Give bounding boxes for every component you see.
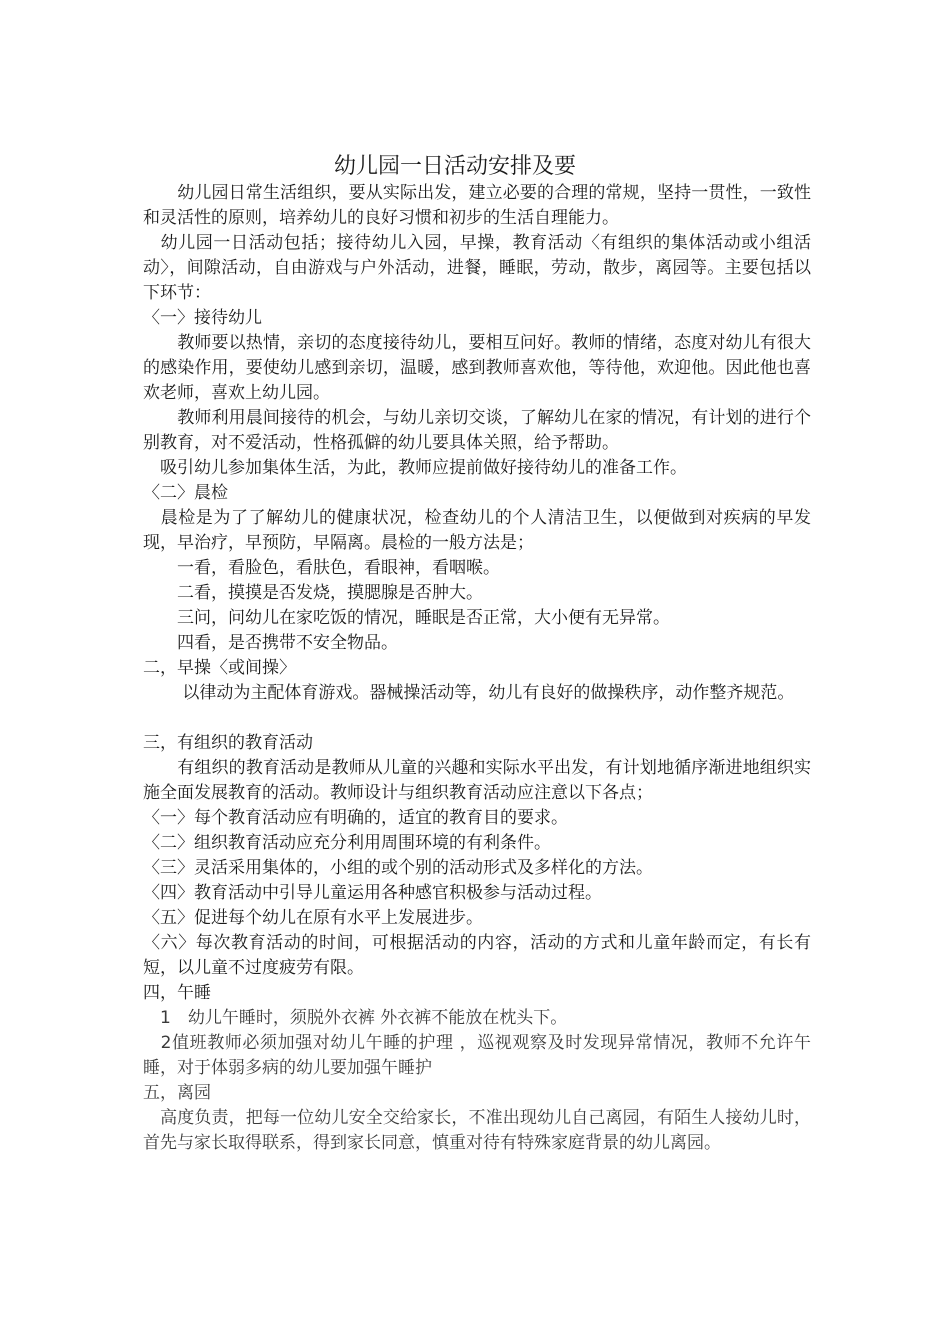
paragraph-morning-exercise: 以律动为主配体育游戏。器械操活动等，幼儿有良好的做操秩序，动作整齐规范。: [143, 683, 795, 703]
list-item-check-1: 一看，看脸色，看肤色，看眼神，看咽喉。: [143, 558, 500, 578]
list-item-check-3: 三问，问幼儿在家吃饭的情况，睡眠是否正常，大小便有无异常。: [143, 608, 670, 628]
heading-reception: 〈一〉接待幼儿: [143, 308, 262, 328]
paragraph-departure: 高度负责，把每一位幼儿安全交给家长，不准出现幼儿自己离园，有陌生人接幼儿时，首先与家长取得联系，得到家长同意，慎重对待有特殊家庭背景的幼儿离园。: [143, 1108, 811, 1153]
list-item-check-4: 四看，是否携带不安全物品。: [143, 633, 398, 653]
paragraph-nap-2: 2值班教师必须加强对幼儿午睡的护理 ，巡视观察及时发现异常情况，教师不允许午睡，对于体弱多病的幼儿要加强午睡护: [143, 1033, 811, 1078]
list-item-edu-1: 〈一〉每个教育活动应有明确的，适宜的教育目的要求。: [143, 808, 568, 828]
paragraph-morning-check: 晨检是为了了解幼儿的健康状况，检查幼儿的个人清洁卫生，以便做到对疾病的早发现，早治疗，早预防，早隔离。晨检的一般方法是；: [143, 508, 811, 553]
list-item-edu-3: 〈三〉灵活采用集体的，小组的或个别的活动形式及多样化的方法。: [143, 858, 653, 878]
heading-organized-education: 三，有组织的教育活动: [143, 733, 313, 753]
paragraph-reception-2: 教师利用晨间接待的机会，与幼儿亲切交谈，了解幼儿在家的情况，有计划的进行个别教育，对不爱活动，性格孤僻的幼儿要具体关照，给予帮助。: [143, 408, 811, 453]
paragraph-reception-3: 吸引幼儿参加集体生活，为此，教师应提前做好接待幼儿的准备工作。: [143, 458, 687, 478]
list-item-edu-4: 〈四〉教育活动中引导儿童运用各种感官积极参与活动过程。: [143, 883, 602, 903]
paragraph-nap-1: 1 幼儿午睡时，须脱外衣裤 外衣裤不能放在枕头下。: [143, 1008, 568, 1028]
paragraph-organized-education: 有组织的教育活动是教师从儿童的兴趣和实际水平出发，有计划地循序渐进地组织实施全面发展教育的活动。教师设计与组织教育活动应注意以下各点；: [143, 758, 811, 803]
paragraph-activities: 幼儿园一日活动包括；接待幼儿入园，早操，教育活动〈有组织的集体活动或小组活动〉，间隙活动，自由游戏与户外活动，进餐，睡眠，劳动，散步，离园等。主要包括以下环节：: [143, 233, 811, 303]
list-item-edu-6: 〈六〉每次教育活动的时间，可根据活动的内容，活动的方式和儿童年龄而定，有长有短，以儿童不过度疲劳有限。: [143, 933, 811, 978]
document-title: 幼儿园一日活动安排及要: [333, 154, 576, 179]
list-item-edu-2: 〈二〉组织教育活动应充分利用周围环境的有利条件。: [143, 833, 551, 853]
list-item-check-2: 二看，摸摸是否发烧，摸腮腺是否肿大。: [143, 583, 483, 603]
heading-morning-exercise: 二，早操〈或间操〉: [143, 658, 296, 678]
paragraph-reception-1: 教师要以热情，亲切的态度接待幼儿，要相互问好。教师的情绪，态度对幼儿有很大的感染作用，要使幼儿感到亲切，温暖，感到教师喜欢他，等待他，欢迎他。因此他也喜欢老师，喜欢上幼儿园。: [143, 333, 811, 403]
list-item-edu-5: 〈五〉促进每个幼儿在原有水平上发展进步。: [143, 908, 483, 928]
heading-departure: 五，离园: [143, 1083, 211, 1103]
paragraph-intro: 幼儿园日常生活组织，要从实际出发，建立必要的合理的常规，坚持一贯性，一致性和灵活性的原则，培养幼儿的良好习惯和初步的生活自理能力。: [143, 183, 811, 228]
heading-nap: 四，午睡: [143, 983, 211, 1003]
heading-morning-check: 〈二〉晨检: [143, 483, 228, 503]
